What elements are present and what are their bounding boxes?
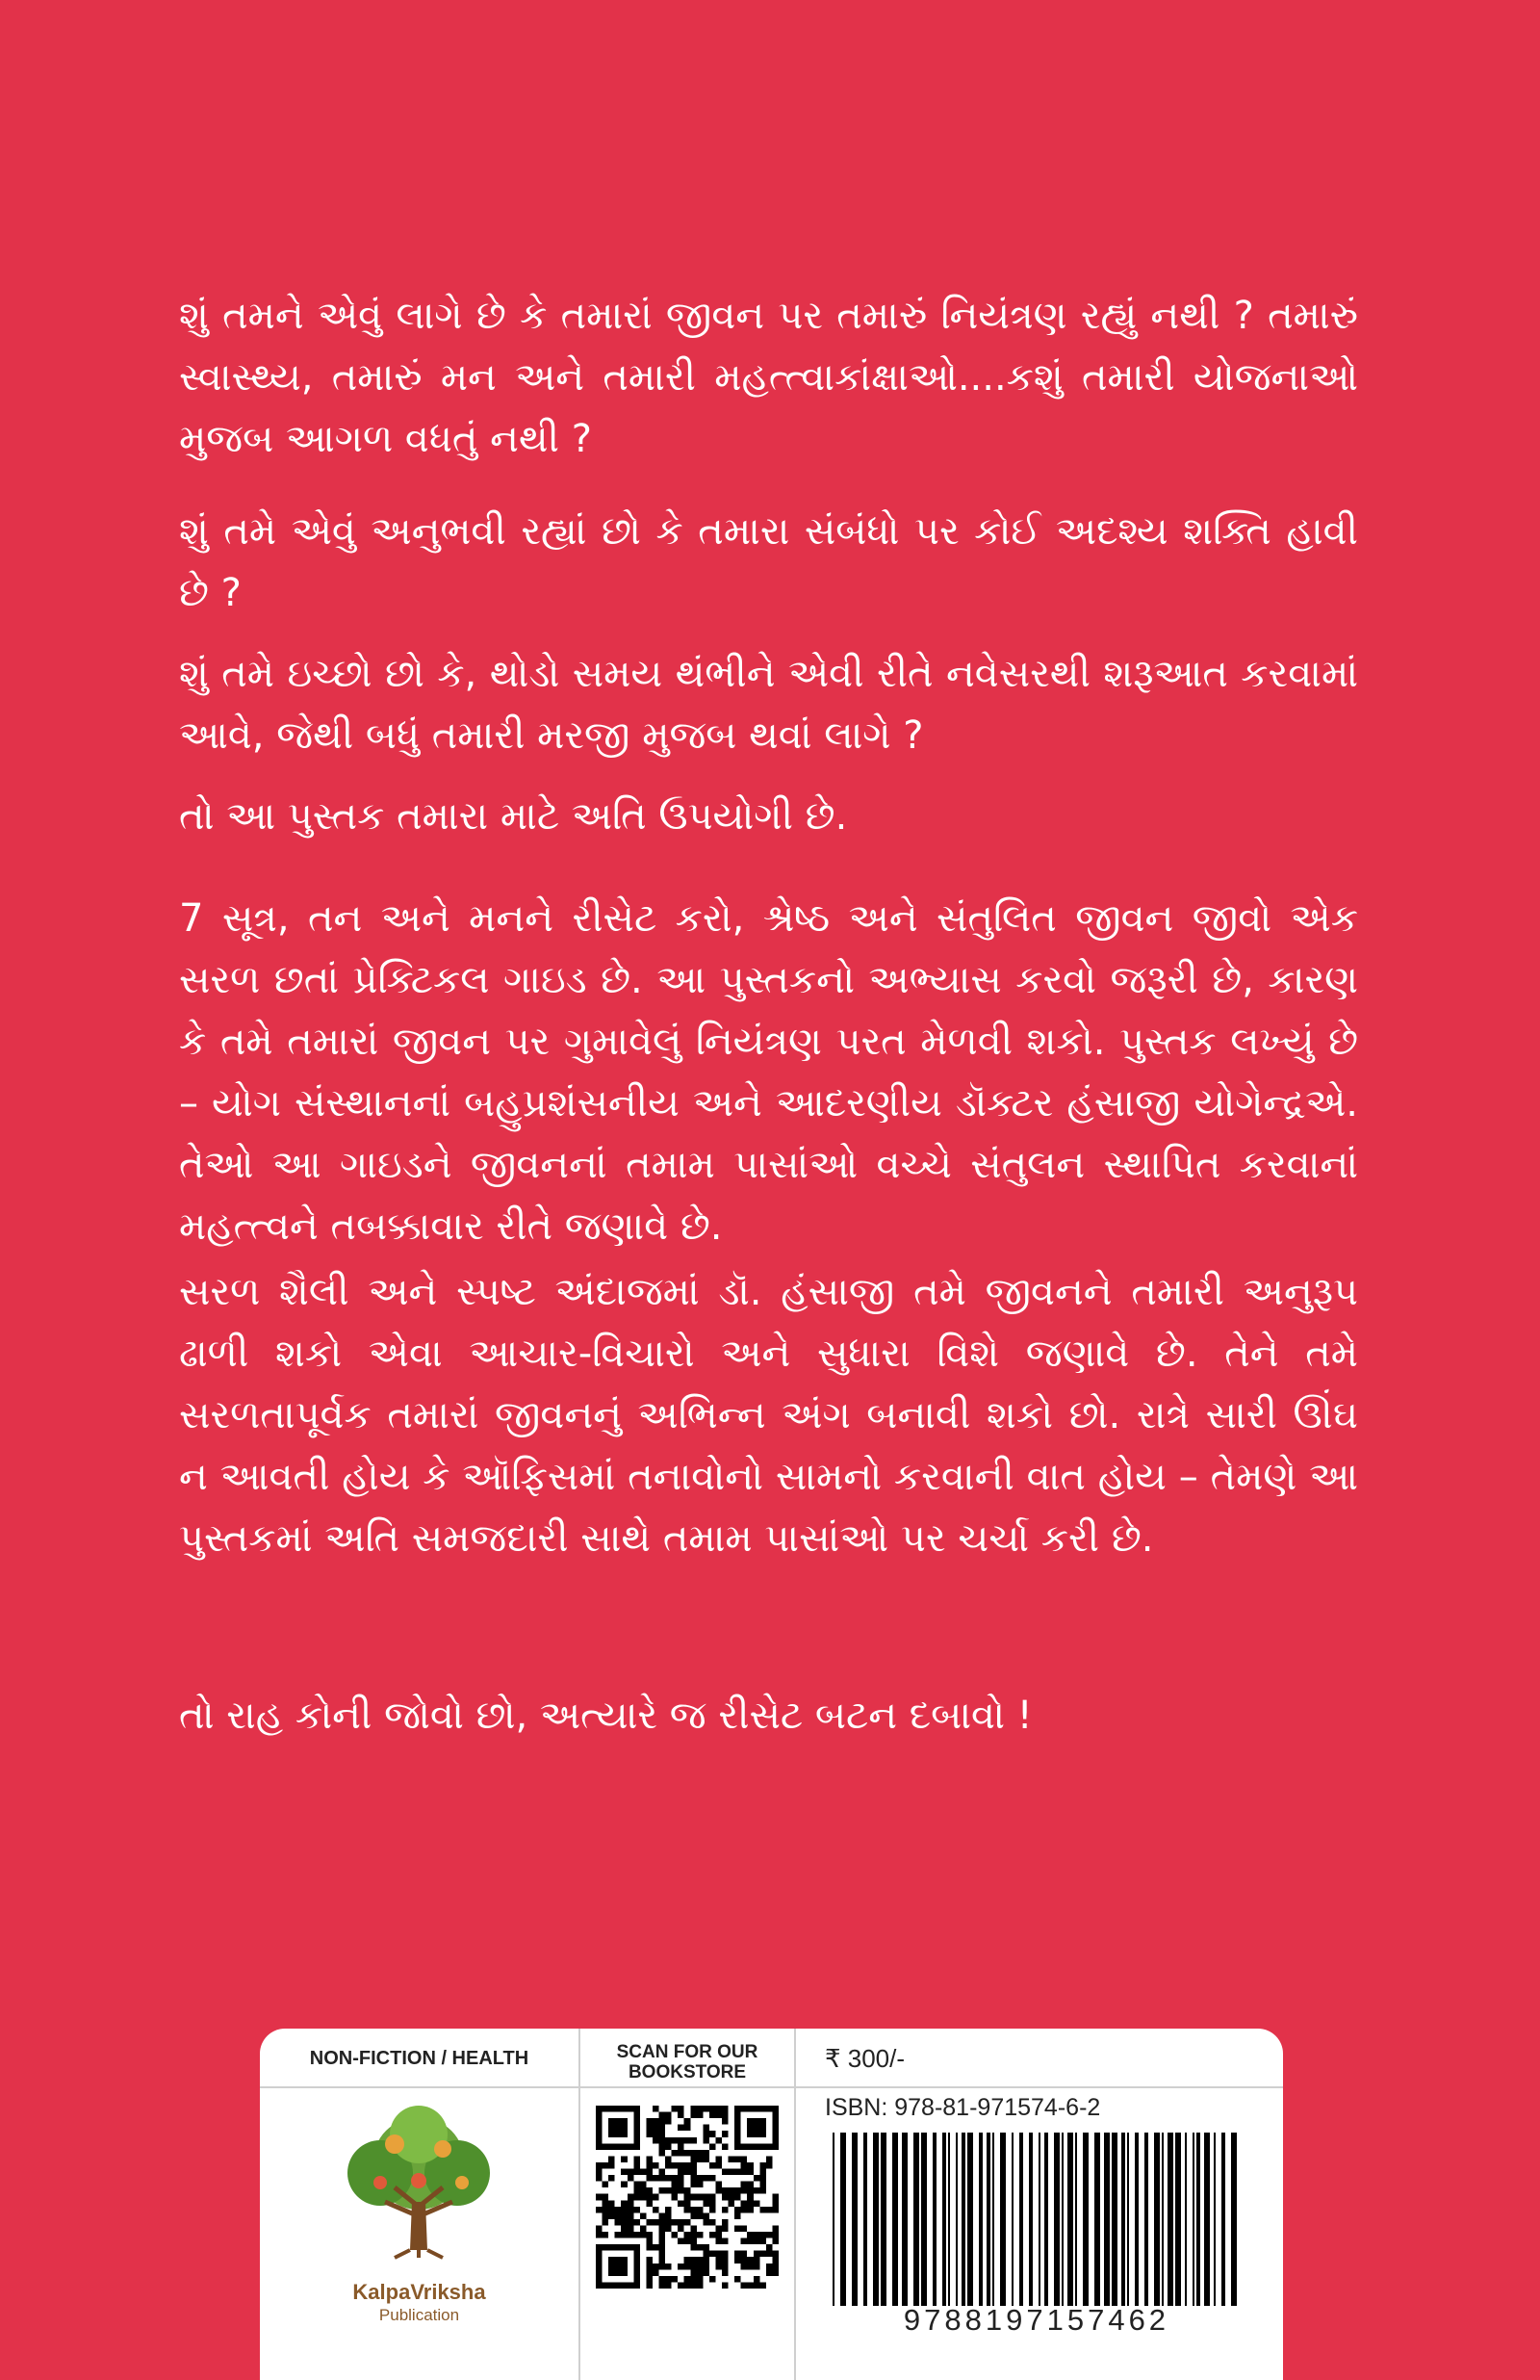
blurb-paragraph: તો રાહ કોની જોવો છો, અત્યારે જ રીસેટ બટન દબાવો ! <box>179 1694 1033 1738</box>
tree-logo-icon <box>327 2106 510 2260</box>
category-label: NON-FICTION / HEALTH <box>309 2048 529 2069</box>
barcode-number: 9788197157462 <box>903 2303 1170 2337</box>
blurb-paragraph: તો આ પુસ્તક તમારા માટે અતિ ઉપયોગી છે. <box>179 794 848 839</box>
blurb-paragraph: શું તમને એવું લાગે છે કે તમારાં જીવન પર તમારું નિયંત્રણ રહ્યું નથી ? તમારું સ્વાસ્થ્ય, તમારું મન અને તમારી મહત્ત્વાકાંક્ષાઓ....કશું તમારી યોજનાઓ મુજબ આગળ વધતું નથી ? <box>179 294 1358 461</box>
blurb-style-description <box>179 1261 1358 1569</box>
divider <box>580 2086 794 2088</box>
qr-code-icon[interactable] <box>596 2106 779 2289</box>
blurb-book-description <box>179 888 1358 1257</box>
divider <box>260 2086 578 2088</box>
blurb-question-relations <box>179 501 1358 624</box>
price-isbn-column <box>796 2029 1283 2380</box>
price: ₹ 300/- <box>825 2044 906 2073</box>
blurb-question-restart <box>179 643 1358 766</box>
blurb-paragraph: શું તમે એવું અનુભવી રહ્યાં છો કે તમારા સંબંધો પર કોઈ અદશ્ય શક્તિ હાવી છે ? <box>179 509 1358 615</box>
blurb-statement-useful <box>179 786 1358 847</box>
publisher-logo-subtitle: Publication <box>378 2306 460 2324</box>
isbn-label: ISBN: 978-81-971574-6-2 <box>825 2094 1101 2121</box>
publisher-column <box>260 2029 580 2380</box>
back-cover-info-panel <box>260 2029 1283 2380</box>
blurb-paragraph: શું તમે ઇચ્છો છો કે, થોડો સમય થંભીને એવી રીતે નવેસરથી શરૂઆત કરવામાં આવે, જેથી બધું તમારી મરજી મુજબ થવાં લાગે ? <box>179 652 1358 758</box>
blurb-paragraph: 7 સૂત્ર, તન અને મનને રીસેટ કરો, શ્રેષ્ઠ અને સંતુલિત જીવન જીવો એક સરળ છતાં પ્રેક્ટિકલ ગાઇડ છે. આ પુસ્તકનો અભ્યાસ કરવો જરૂરી છે, કારણ કે તમે તમારાં જીવન પર ગુમાવેલું નિયંત્રણ પરત મેળવી શકો. પુસ્તક લખ્યું છે – યોગ સંસ્થાનનાં બહુપ્રશંસનીય અને આદરણીય ડૉક્ટર હંસાજી યોગેન્દ્રએ. તેઓ આ ગાઇડને જીવનનાં તમામ પાસાંઓ વચ્ચે સંતુલન સ્થાપિત કરવાનાં મહત્ત્વને તબક્કાવાર રીતે જણાવે છે. <box>179 896 1358 1249</box>
blurb-call-to-action <box>179 1685 1358 1746</box>
barcode-icon <box>825 2133 1248 2306</box>
blurb-question-control <box>179 285 1358 470</box>
qr-column <box>580 2029 796 2380</box>
blurb-paragraph: સરળ શૈલી અને સ્પષ્ટ અંદાજમાં ડૉ. હંસાજી તમે જીવનને તમારી અનુરૂપ ઢાળી શકો એવા આચાર-વિચારો અને સુધારા વિશે જણાવે છે. તેને તમે સરળતાપૂર્વક તમારાં જીવનનું અભિન્ન અંગ બનાવી શકો છો. રાત્રે સારી ઊંઘ ન આવતી હોય કે ઑફિસમાં તનાવોનો સામનો કરવાની વાત હોય – તેમણે આ પુસ્તકમાં અતિ સમજદારી સાથે તમામ પાસાંઓ પર ચર્ચા કરી છે. <box>179 1270 1358 1561</box>
publisher-logo-name: KalpaVriksha <box>352 2280 486 2304</box>
divider <box>796 2086 1283 2088</box>
scan-label: SCAN FOR OUR BOOKSTORE <box>616 2042 758 2082</box>
